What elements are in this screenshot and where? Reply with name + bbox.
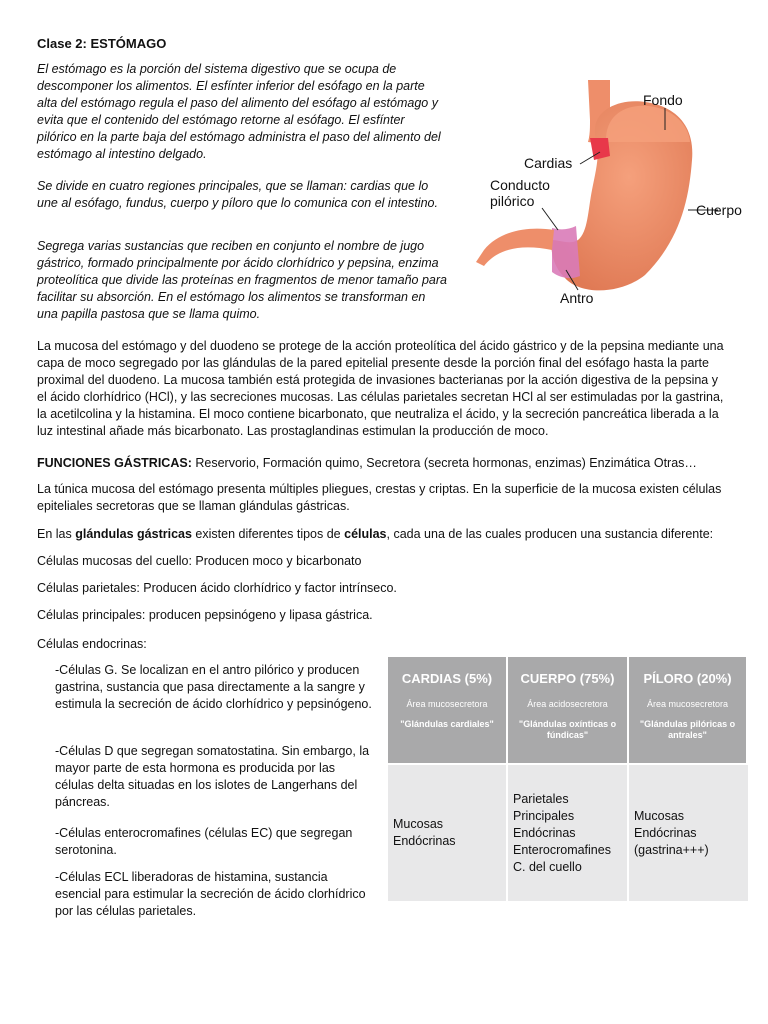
glandulas-post: , cada una de las cuales producen una sustancia diferente: (386, 527, 714, 541)
header-title: CARDIAS (5%) (401, 671, 493, 686)
funciones-label: FUNCIONES GÁSTRICAS: (37, 456, 192, 470)
endocrine-item-d: -Células D que segregan somatostatina. Sin embargo, la mayor parte de esta hormona es producida por las células delta situadas en los islotes de Langerhans del páncreas. (55, 744, 370, 809)
funciones-line (37, 455, 727, 472)
header-glands: "Glándulas cardiales" (400, 719, 494, 729)
regions-table (388, 657, 748, 901)
label-conducto-2: pilórico (490, 193, 535, 209)
stomach-diagram (470, 80, 760, 320)
label-cuerpo: Cuerpo (696, 202, 742, 218)
cell-type-mucosas: Células mucosas del cuello: Producen moco y bicarbonato (37, 554, 362, 568)
header-subtitle: Área mucosecretora (406, 699, 488, 709)
label-conducto-1: Conducto (490, 177, 550, 193)
tunica-paragraph: La túnica mucosa del estómago presenta múltiples pliegues, crestas y criptas. En la superficie de la mucosa existen células epiteliales secretoras que se llaman glándulas gástricas. (37, 482, 722, 513)
header-title: PÍLORO (20%) (643, 671, 732, 686)
table-cell-cuerpo (508, 765, 629, 901)
table-header-cuerpo (508, 657, 629, 765)
header-title: CUERPO (75%) (520, 671, 615, 686)
mucosa-paragraph: La mucosa del estómago y del duodeno se protege de la acción proteolítica del ácido gástrico y de la pepsina mediante una capa de moco segregado por las glándulas de la pared epitelial presente desde la porción final del esófago hasta la parte proximal del duodeno. La mucosa también está protegida de invasiones bacterianas por la acción digestiva de la pepsina y el ácido clorhídrico (HCl), y las secreciones mucosas. Las células parietales secretan HCl al ser estimuladas por la gastrina, la acetilcolina y la histamina. El moco contiene bicarbonato, que neutraliza el ácido, y la secreción pancreática liberada a la luz intestinal añade más bicarbonato. Las prostaglandinas estimulan la producción de moco. (37, 339, 724, 438)
glandulas-bold-2: células (344, 527, 387, 541)
cell-line: Enterocromafines (513, 842, 611, 857)
header-subtitle: Área acidosecretora (527, 699, 608, 709)
cell-type-parietales: Células parietales: Producen ácido clorhídrico y factor intrínseco. (37, 581, 397, 595)
cell-type-principales: Células principales: producen pepsinógeno y lipasa gástrica. (37, 608, 373, 622)
intro-paragraph-3: Segrega varias sustancias que reciben en conjunto el nombre de jugo gástrico, formado principalmente por ácido clorhídrico y pepsina, enzima proteolítica que divide las proteínas en fragmentos de menor tamaño para facilitar su absorción. En el estómago los alimentos se transforman en una papilla pastosa que se llama quimo. (37, 239, 447, 321)
label-cardias: Cardias (524, 155, 573, 171)
endocrine-item-g: -Células G. Se localizan en el antro pilórico y producen gastrina, sustancia que pasa directamente a la sangre y estimula la secreción de ácido clorhídrico y pepsinógeno. (55, 663, 372, 711)
cell-line: Principales (513, 808, 575, 823)
cell-type-endocrinas: Células endocrinas: (37, 637, 147, 651)
cell-line: Endócrinas (513, 825, 576, 840)
cell-line: Parietales (513, 791, 569, 806)
label-antro: Antro (560, 290, 594, 306)
duodenum-shape (476, 229, 554, 266)
cell-line: C. del cuello (513, 859, 582, 874)
page-title: Clase 2: ESTÓMAGO (37, 36, 167, 51)
intro-paragraph-2: Se divide en cuatro regiones principales, que se llaman: cardias que lo une al esófago, fundus, cuerpo y píloro que lo comunica con el intestino. (37, 179, 438, 210)
cell-line: Endócrinas (393, 834, 456, 848)
glandulas-pre: En las (37, 527, 76, 541)
glandulas-paragraph (37, 526, 727, 543)
cell-line: Mucosas (634, 808, 685, 823)
conducto-leader-line (542, 208, 558, 230)
endocrine-item-ecl: -Células ECL liberadoras de histamina, sustancia esencial para estimular la secreción de ácido clorhídrico por las células parietales. (55, 870, 366, 918)
cell-line: (gastrina+++) (634, 842, 709, 857)
endocrine-item-ec: -Células enterocromafines (células EC) que segregan serotonina. (55, 826, 353, 857)
intro-paragraph-1: El estómago es la porción del sistema digestivo que se ocupa de descomponer los alimentos. El esfínter inferior del esófago en la parte alta del estómago regula el paso del alimento del esófago al estómago y evita que el contenido del estómago retorne al esófago. El esfínter pilórico en la parte baja del estómago administra el paso del alimento del estómago al intestino delgado. (37, 62, 441, 161)
label-fondo: Fondo (643, 92, 683, 108)
header-glands: "Glándulas oxínticas o fúndicas" (518, 719, 617, 740)
table-header-cardias (388, 657, 508, 765)
cell-line: Mucosas (393, 817, 444, 831)
header-glands: "Glándulas pilóricas o antrales" (639, 719, 736, 740)
table-cell-cardias (388, 765, 508, 901)
funciones-text: Reservorio, Formación quimo, Secretora (secreta hormonas, enzimas) Enzimática Otras… (191, 456, 697, 470)
cell-line: Endócrinas (634, 825, 697, 840)
table-header-piloro (629, 657, 748, 765)
glandulas-mid: existen diferentes tipos de (191, 527, 345, 541)
header-subtitle: Área mucosecretora (646, 699, 729, 709)
table-cell-piloro (629, 765, 748, 901)
glandulas-bold-1: glándulas gástricas (75, 527, 192, 541)
